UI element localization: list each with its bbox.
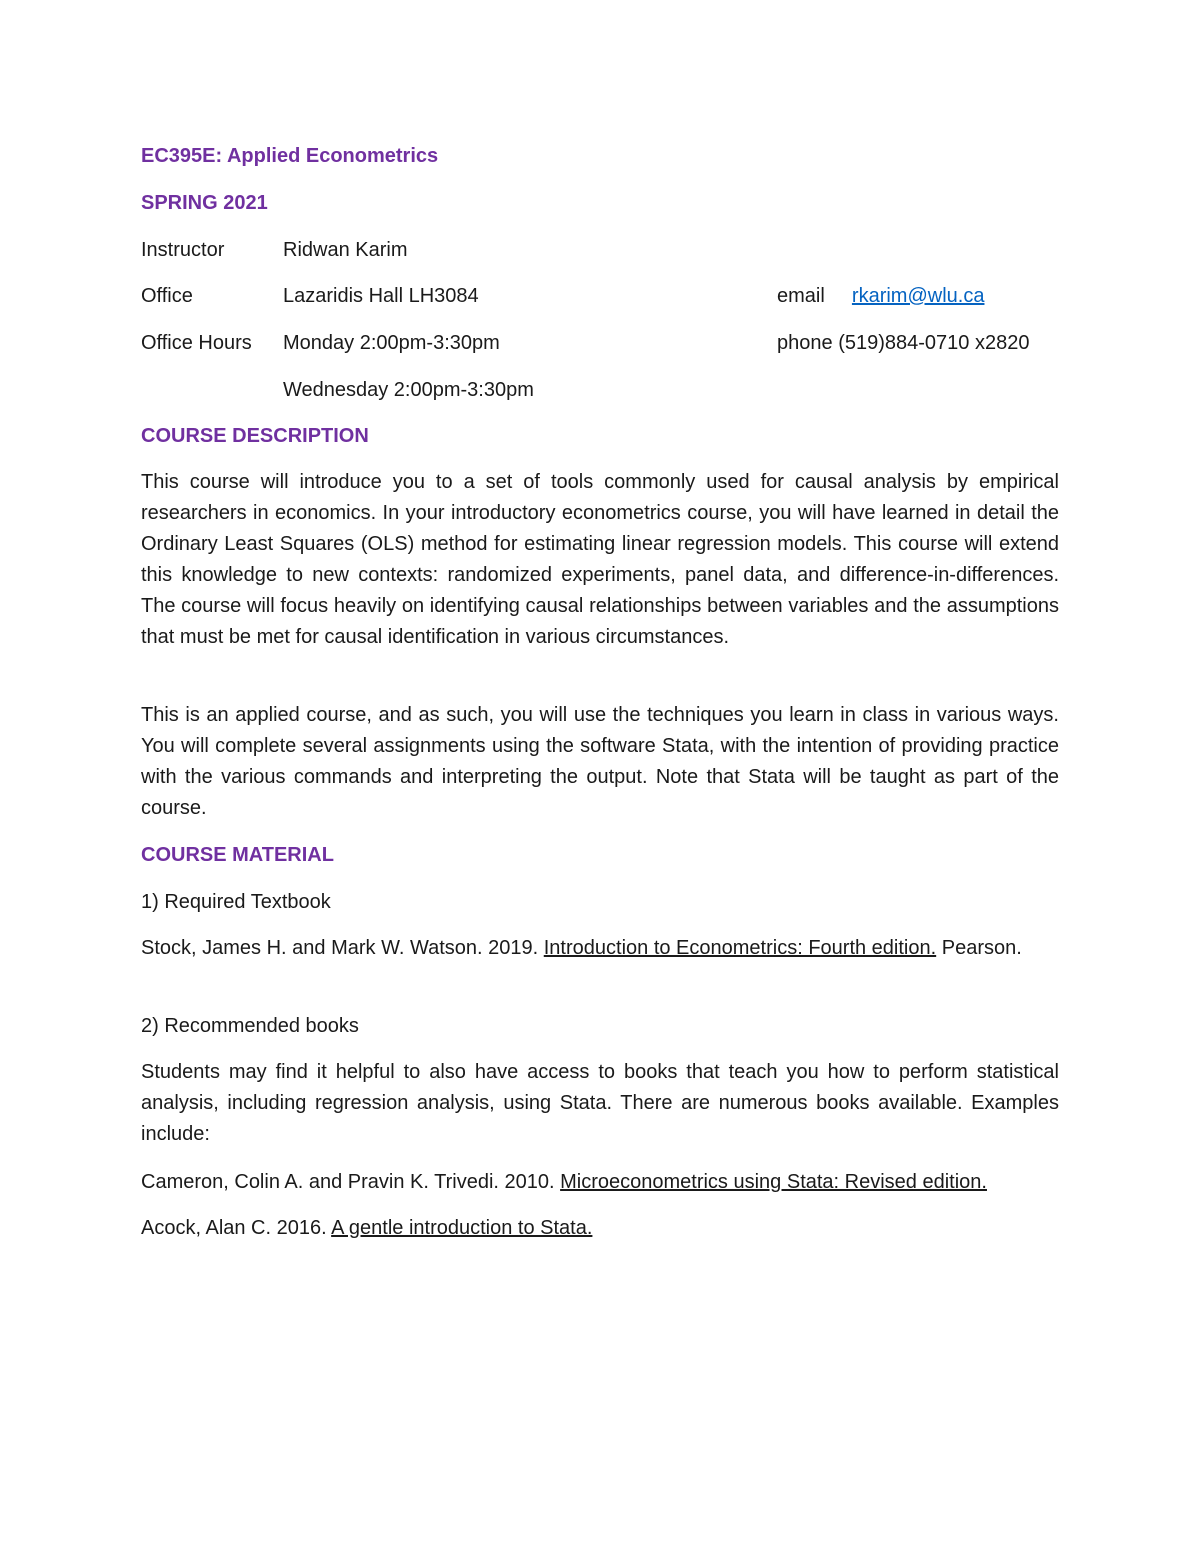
course-description-paragraph-1: This course will introduce you to a set of tools commonly used for causal analysis by empirical researchers in economics. In your introductory econometrics course, you will have learned in detail the Ordinary Least Squares (OLS) method for estimating linear regression models. This course will extend this knowledge to new contexts: randomized experiments, panel data, and difference-in-differences. The course will focus heavily on identifying causal relationships between variables and the assumptions that must be met for causal identification in various circumstances. [141,471,1059,648]
office-hours-wednesday: Wednesday 2:00pm-3:30pm [283,379,534,401]
recommended-book-2 [141,1216,592,1240]
recommended-books-label: 2) Recommended books [141,1015,359,1037]
email-link[interactable]: rkarim@wlu.ca [851,285,985,307]
email-label [777,284,984,308]
required-citation-suffix: Pearson. [941,937,1022,959]
course-title: EC395E: Applied Econometrics [141,145,439,167]
phone-row [777,331,1029,355]
email-label-text: email [777,285,825,307]
office-hours-monday: Monday 2:00pm-3:30pm [283,332,500,354]
required-citation-title: Introduction to Econometrics: Fourth edition. [543,937,937,959]
office-hours-label: Office Hours [141,332,252,354]
office-label: Office [141,285,193,307]
term-label: SPRING 2021 [141,192,268,214]
required-textbook-label: 1) Required Textbook [141,891,331,913]
required-citation-prefix: Stock, James H. and Mark W. Watson. 2019. [141,937,539,959]
office-value: Lazaridis Hall LH3084 [283,285,479,307]
recommended-books-intro: Students may find it helpful to also have access to books that teach you how to perform statistical analysis, including regression analysis, using Stata. There are numerous books available. Examples include: [141,1061,1059,1145]
instructor-value: Ridwan Karim [283,239,408,261]
phone-label: phone [777,332,833,354]
required-textbook-citation [141,933,1059,964]
book-1-title: Microeconometrics using Stata: Revised edition. [560,1171,987,1193]
instructor-label: Instructor [141,239,225,261]
phone-value: (519)884-0710 x2820 [838,332,1030,354]
recommended-book-1 [141,1170,987,1194]
book-2-prefix: Acock, Alan C. 2016. [141,1217,327,1239]
course-description-heading: COURSE DESCRIPTION [141,425,369,447]
course-material-heading: COURSE MATERIAL [141,844,334,866]
course-description-paragraph-2: This is an applied course, and as such, you will use the techniques you learn in class in various ways. You will complete several assignments using the software Stata, with the intention of providing practice with the various commands and interpreting the output. Note that Stata will be taught as part of the course. [141,704,1059,819]
book-2-title: A gentle introduction to Stata. [331,1217,593,1239]
book-1-prefix: Cameron, Colin A. and Pravin K. Trivedi. 2010. [141,1171,555,1193]
